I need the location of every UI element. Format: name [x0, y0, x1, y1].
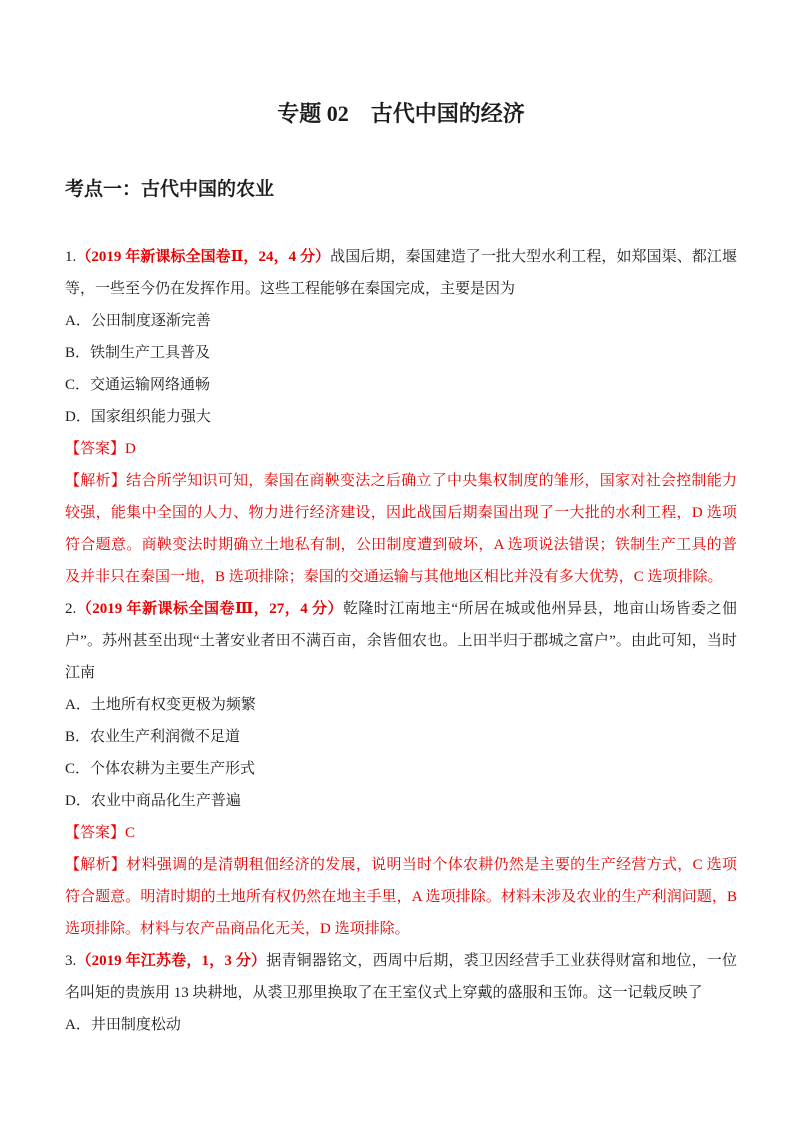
option-text: 农业中商品化生产普遍: [90, 793, 241, 809]
analysis-label: 【解析】: [65, 857, 127, 873]
questions-list: [65, 241, 737, 1041]
option-text: 土地所有权变更极为频繁: [90, 697, 256, 713]
option-label: C．: [65, 377, 91, 393]
option-label: D．: [65, 793, 91, 809]
question-stem-text: 乾隆时江南地主“所居在城或他州异县，地亩山场皆委之佃户”。苏州甚至出现“土著安业者田不满百亩，余皆佃农也。上田半归于郡城之富户”。由此可知，当时江南: [65, 601, 737, 681]
option-text: 井田制度松动: [90, 1017, 181, 1033]
question-1-stem: [65, 241, 737, 305]
question-source: （2019 年新课标全国卷Ⅱ，24，4 分）: [76, 249, 331, 265]
question-3-stem: [65, 945, 737, 1009]
page-title: 专题 02 古代中国的经济: [277, 101, 525, 126]
option-text: 铁制生产工具普及: [90, 345, 211, 361]
answer-value: D: [125, 441, 136, 457]
question-2-option-a: [65, 689, 737, 721]
question-2: [65, 593, 737, 945]
question-1: [65, 241, 737, 593]
option-label: B．: [65, 729, 91, 745]
question-2-option-c: [65, 753, 737, 785]
option-text: 交通运输网络通畅: [90, 377, 211, 393]
answer-label: 【答案】: [65, 441, 126, 457]
question-2-option-d: [65, 785, 737, 817]
question-1-option-a: [65, 305, 737, 337]
question-source: （2019 年江苏卷，1，3 分）: [76, 953, 267, 969]
question-stem-text: 战国后期，秦国建造了一批大型水利工程，如郑国渠、都江堰等，一些至今仍在发挥作用。这些工程能够在秦国完成，主要是因为: [65, 249, 737, 297]
question-stem-text: 据青铜器铭文，西周中后期，裘卫因经营手工业获得财富和地位，一位名叫矩的贵族用 13 块耕地，从裘卫那里换取了在王室仪式上穿戴的盛服和玉饰。这一记载反映了: [65, 953, 737, 1001]
option-label: B．: [65, 345, 91, 361]
option-text: 个体农耕为主要生产形式: [90, 761, 256, 777]
question-number: 3.: [65, 953, 77, 969]
option-label: A．: [65, 1017, 91, 1033]
question-2-option-b: [65, 721, 737, 753]
option-text: 农业生产利润微不足道: [90, 729, 241, 745]
option-label: A．: [65, 313, 91, 329]
question-2-stem: [65, 593, 737, 689]
option-text: 国家组织能力强大: [90, 409, 211, 425]
option-label: D．: [65, 409, 91, 425]
analysis-text: 材料强调的是清朝租佃经济的发展，说明当时个体农耕仍然是主要的生产经营方式，C 选项符合题意。明清时期的土地所有权仍然在地主手里，A 选项排除。材料未涉及农业的生产利润问题，B 选项排除。材料与农产品商品化无关，D 选项排除。: [65, 857, 737, 937]
question-1-option-c: [65, 369, 737, 401]
question-3-option-a: [65, 1009, 737, 1041]
answer-label: 【答案】: [65, 825, 126, 841]
question-1-answer-line: [65, 433, 737, 465]
section-heading: 考点一：古代中国的农业: [65, 179, 275, 200]
analysis-text: 结合所学知识可知，秦国在商鞅变法之后确立了中央集权制度的雏形，国家对社会控制能力较强，能集中全国的人力、物力进行经济建设，因此战国后期秦国出现了一大批的水利工程，D 选项符合题意。商鞅变法时期确立土地私有制，公田制度遭到破坏，A 选项说法错误；铁制生产工具的普及并非只在秦国一地，B 选项排除；秦国的交通运输与其他地区相比并没有多大优势，C 选项排除。: [65, 473, 737, 585]
option-text: 公田制度逐渐完善: [90, 313, 211, 329]
question-1-analysis: [65, 465, 737, 593]
question-number: 1.: [65, 249, 77, 265]
question-2-answer-line: [65, 817, 737, 849]
question-3: [65, 945, 737, 1041]
option-label: C．: [65, 761, 91, 777]
question-1-option-b: [65, 337, 737, 369]
question-number: 2.: [65, 601, 77, 617]
question-2-analysis: [65, 849, 737, 945]
question-1-option-d: [65, 401, 737, 433]
analysis-label: 【解析】: [65, 473, 127, 489]
option-label: A．: [65, 697, 91, 713]
question-source: （2019 年新课标全国卷Ⅲ，27，4 分）: [76, 601, 343, 617]
answer-value: C: [125, 825, 136, 841]
